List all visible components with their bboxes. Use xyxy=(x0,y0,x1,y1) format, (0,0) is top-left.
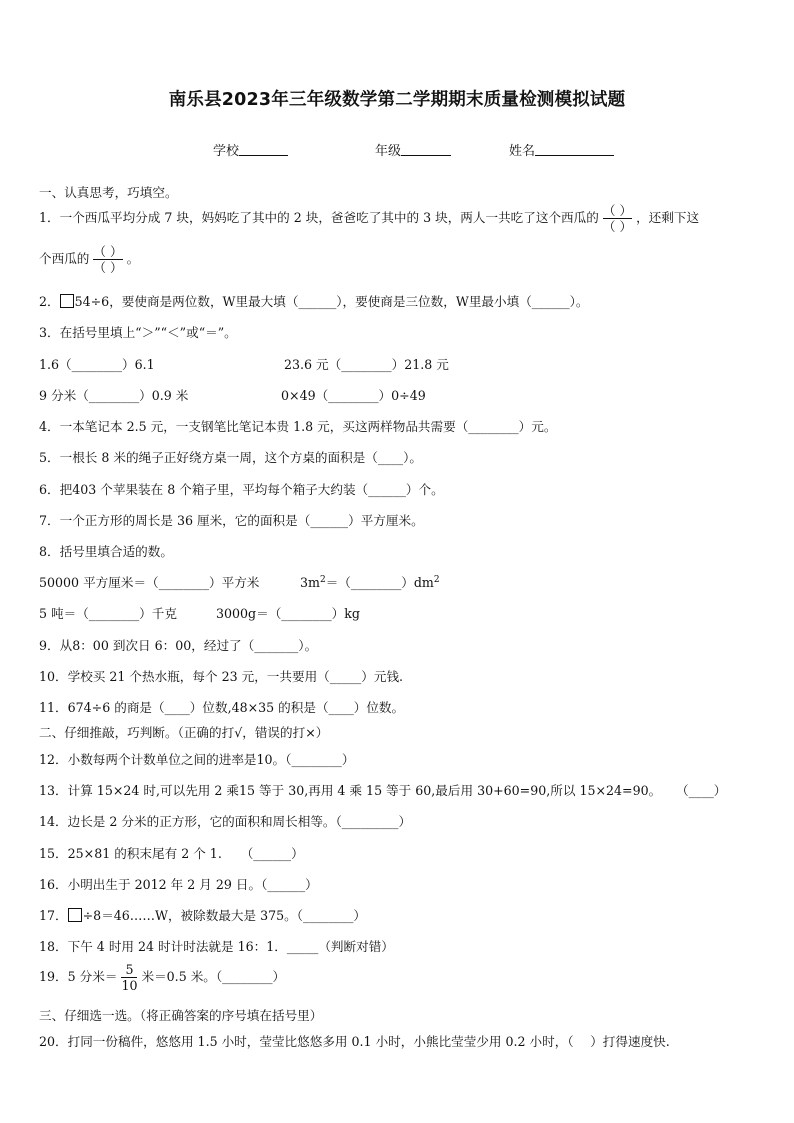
question-1-text-a: 1．一个西瓜平均分成 7 块，妈妈吃了其中的 2 块，爸爸吃了其中的 3 块，两人一共吃了这个西瓜的 xyxy=(39,210,599,225)
question-8-item-3: 5 吨＝（________）千克 xyxy=(39,606,177,621)
question-7: 7．一个正方形的周长是 36 厘米，它的面积是（______）平方厘米。 xyxy=(39,513,424,528)
fraction-numerator: （ ） xyxy=(93,244,123,259)
question-3-item-3: 9 分米（________）0.9 米 xyxy=(39,388,189,403)
name-field xyxy=(509,140,614,159)
section-3-heading: 三、仔细选一选。（将正确答案的序号填在括号里） xyxy=(39,1008,323,1023)
question-4: 4．一本笔记本 2.5 元，一支钢笔比笔记本贵 1.8 元，买这两样物品共需要（________）元。 xyxy=(39,419,557,434)
question-10: 10．学校买 21 个热水瓶，每个 23 元，一共要用（_____）元钱. xyxy=(39,669,404,684)
fraction-denominator: 10 xyxy=(121,978,138,993)
question-8-item-4: 3000g＝（________）kg xyxy=(216,606,360,621)
fraction-blank-1 xyxy=(603,203,632,234)
question-1-text-c: 个西瓜的 xyxy=(39,251,90,266)
question-11: 11．674÷6 的商是（____）位数,48×35 的积是（____）位数。 xyxy=(39,700,405,715)
question-12: 12．小数每两个计数单位之间的进率是10。（________） xyxy=(39,752,355,767)
question-3: 3．在括号里填上“＞”“＜”或“＝”。 xyxy=(39,325,237,340)
question-14: 14．边长是 2 分米的正方形，它的面积和周长相等。（_________） xyxy=(39,814,412,829)
question-15: 15．25×81 的积末尾有 2 个 1. （______） xyxy=(39,846,304,861)
question-3-item-2: 23.6 元（________）21.8 元 xyxy=(284,357,449,372)
question-3-item-4: 0×49（________）0÷49 xyxy=(281,388,426,403)
question-2-text: 54÷6，要使商是两位数，W里最大填（______），要使商是三位数，W里最小填（______）。 xyxy=(74,294,589,309)
grade-field xyxy=(375,140,451,159)
question-19 xyxy=(39,962,285,993)
question-17-text: ÷8＝46……W，被除数最大是 375。（________） xyxy=(82,908,366,923)
question-17 xyxy=(39,905,366,924)
blank-box xyxy=(60,294,74,308)
school-label: 学校 xyxy=(213,144,240,159)
question-2 xyxy=(39,291,588,310)
name-blank xyxy=(535,143,614,156)
question-9: 9．从8：00 到次日 6：00，经过了（_______）。 xyxy=(39,638,318,653)
name-label: 姓名 xyxy=(509,144,536,159)
fraction-denominator: （ ） xyxy=(602,219,633,234)
grade-label: 年级 xyxy=(375,144,402,159)
question-3-item-1: 1.6（________）6.1 xyxy=(39,357,155,372)
fraction-numerator: 5 xyxy=(125,962,134,977)
question-1-text-d: 。 xyxy=(126,251,140,266)
question-2-number: 2． xyxy=(39,294,60,309)
school-field xyxy=(213,140,288,159)
question-1-line-1 xyxy=(39,203,699,234)
section-1-heading: 一、认真思考，巧填空。 xyxy=(39,185,178,200)
fraction-5-10 xyxy=(121,962,137,993)
question-1-text-b: ，还剩下这 xyxy=(636,210,700,225)
fraction-numerator: （ ） xyxy=(602,203,633,218)
question-13: 13．计算 15×24 时,可以先用 2 乘15 等于 30,再用 4 乘 15 等于 60,最后用 30+60=90,所以 15×24=90。 xyxy=(39,783,662,798)
question-8-item-1: 50000 平方厘米＝（________）平方米 xyxy=(39,575,260,590)
grade-blank xyxy=(401,143,451,156)
fraction-denominator: （ ） xyxy=(93,260,123,275)
page-title: 南乐县2023年三年级数学第二学期期末质量检测模拟试题 xyxy=(168,90,626,110)
question-5: 5．一根长 8 米的绳子正好绕方桌一周，这个方桌的面积是（____）。 xyxy=(39,450,422,465)
section-2-heading: 二、仔细推敲，巧判断。（正确的打√，错误的打×） xyxy=(39,725,329,740)
blank-box xyxy=(68,908,82,922)
question-17-number: 17． xyxy=(39,908,68,923)
question-20: 20．打同一份稿件，悠悠用 1.5 小时，莹莹比悠悠多用 0.1 小时，小熊比莹莹少用 0.2 小时，（ ）打得速度快. xyxy=(39,1034,670,1049)
question-1-line-2 xyxy=(39,244,139,275)
question-13-answer-paren: （____） xyxy=(676,783,727,798)
question-19-text-b: 米＝0.5 米。（________） xyxy=(141,969,286,984)
school-blank xyxy=(239,143,288,156)
question-8-item-2: $3m^2=(\_\_\_\_\_\_\_\_)dm^2$ xyxy=(300,574,440,590)
question-16: 16．小明出生于 2012 年 2 月 29 日。（______） xyxy=(39,877,318,892)
question-6: 6．把403 个苹果装在 8 个箱子里，平均每个箱子大约装（______）个。 xyxy=(39,482,444,497)
question-18: 18．下午 4 时用 24 时计时法就是 16：1．_____（判断对错） xyxy=(39,939,394,954)
question-8: 8．括号里填合适的数。 xyxy=(39,544,173,559)
question-19-text-a: 19．5 分米＝ xyxy=(39,969,118,984)
fraction-blank-2 xyxy=(93,244,122,275)
